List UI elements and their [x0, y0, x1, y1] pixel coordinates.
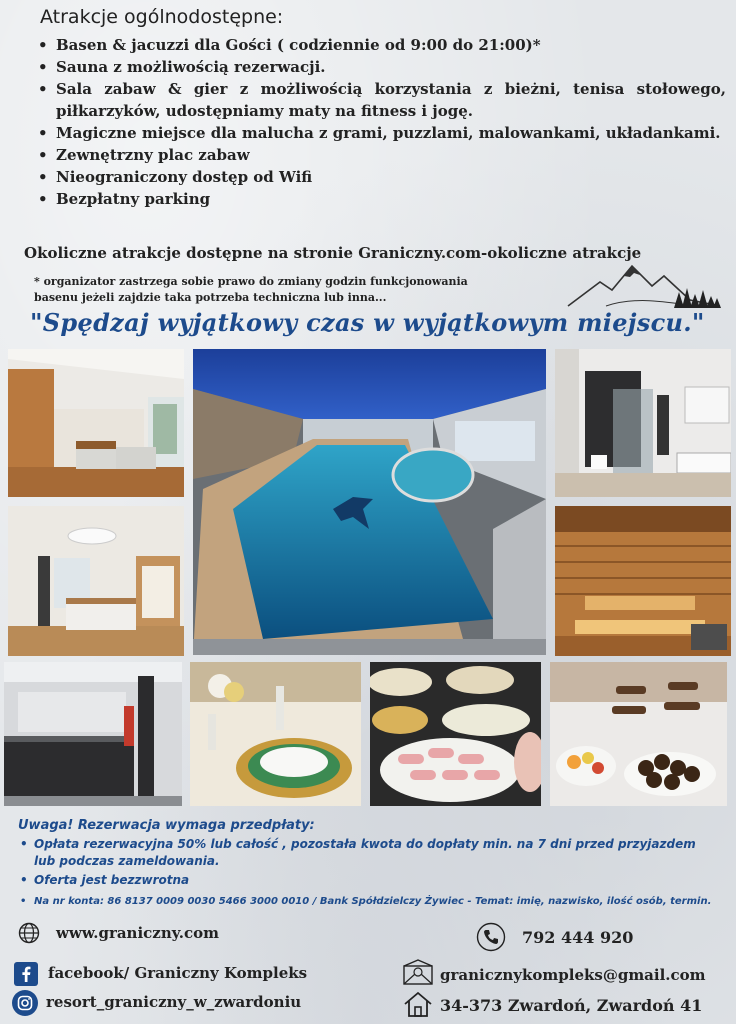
payment-item	[18, 836, 718, 870]
instagram-link[interactable]: resort_graniczny_w_zwardoniu	[46, 993, 302, 1011]
phone-icon	[476, 922, 506, 952]
payment-title: Uwaga! Rezerwacja wymaga przedpłaty:	[18, 818, 315, 833]
instagram-icon	[12, 990, 38, 1016]
facebook-icon	[14, 962, 38, 986]
address: 34-373 Zwardoń, Zwardoń 41	[440, 996, 703, 1015]
home-icon	[402, 990, 434, 1018]
payment-item-line: lub podczas zameldowania.	[34, 854, 220, 868]
amenity-item: • Sauna z możliwością rezerwacji.	[36, 56, 726, 78]
payment-item: • Oferta jest bezzwrotna	[18, 872, 718, 889]
bank-account-item: • Na nr konta: 86 8137 0009 0030 5466 3000 0010 / Bank Spółdzielczy Żywiec - Temat: imię, nazwisko, ilość osób, termin.	[18, 893, 718, 910]
photo-desserts	[550, 662, 727, 806]
photo-bedroom-twin	[8, 349, 184, 497]
amenity-item: • Magiczne miejsce dla malucha z grami, puzzlami, malowankami, układankami.	[36, 122, 726, 144]
phone-link[interactable]: 792 444 920	[522, 928, 634, 947]
amenities-list	[36, 34, 726, 210]
note-line: * organizator zastrzega sobie prawo do zmiany godzin funkcjonowania	[34, 275, 468, 288]
photo-bathroom	[555, 349, 731, 497]
amenities-title: Atrakcje ogólnodostępne:	[40, 6, 284, 28]
payment-item-line: • Opłata rezerwacyjna 50% lub całość , pozostała kwota do dopłaty min. na 7 dni przed przyjazdem	[34, 837, 696, 851]
website-link[interactable]: www.graniczny.com	[56, 924, 219, 942]
amenity-item: • Basen & jacuzzi dla Gości ( codziennie od 9:00 do 21:00)*	[36, 34, 726, 56]
photo-bedroom-family	[8, 506, 184, 656]
facebook-link[interactable]: facebook/ Graniczny Kompleks	[48, 964, 308, 982]
payment-list	[18, 836, 718, 910]
mountain-logo	[566, 262, 722, 314]
amenity-item: • Zewnętrzny plac zabaw	[36, 144, 726, 166]
slogan: "Spędzaj wyjątkowy czas w wyjątkowym miejscu."	[30, 308, 705, 337]
nearby-attractions: Okoliczne atrakcje dostępne na stronie Graniczny.com-okoliczne atrakcje	[24, 244, 642, 262]
amenity-item: • Bezpłatny parking	[36, 188, 726, 210]
note-line: basenu jeżeli zajdzie taka potrzeba techniczna lub inna...	[34, 291, 387, 304]
photo-table-setting	[190, 662, 361, 806]
photo-sauna	[555, 506, 731, 656]
email-icon	[402, 958, 434, 986]
pool-hours-note	[34, 274, 474, 306]
photo-catering-buffet	[370, 662, 541, 806]
email-link[interactable]: granicznykompleks@gmail.com	[440, 966, 706, 984]
amenity-item: • Nieograniczony dostęp od Wifi	[36, 166, 726, 188]
photo-bar	[4, 662, 182, 806]
photo-swimming-pool	[193, 349, 546, 655]
amenity-item: • Sala zabaw & gier z możliwością korzystania z bieżni, tenisa stołowego, piłkarzyków, udostępniamy maty na fitness i jogę.	[36, 78, 726, 122]
globe-icon	[18, 922, 40, 944]
